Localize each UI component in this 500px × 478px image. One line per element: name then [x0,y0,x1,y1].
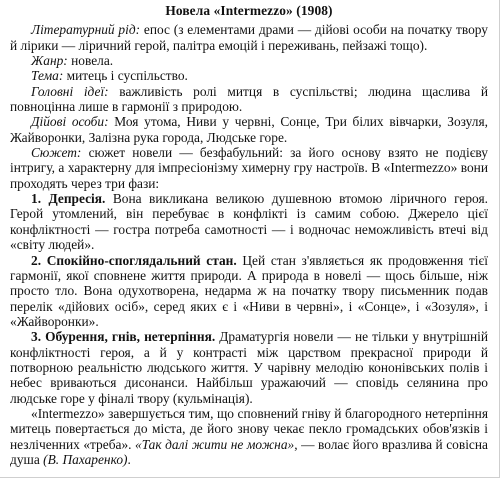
conclusion-text-main: «Intermezzo» завершується тим, що сповнений гніву й благородного нетерпіння митець повертається до міста, де його знову чекає пекло громадських обов'язків і незліченних «треба». [10,405,488,452]
phase2-heading: 2. Спокійно-споглядальний стан. [31,252,237,268]
ideas-label: Головні ідеї: [31,83,109,99]
tema-text: митець і суспільство. [63,68,188,84]
phase2-paragraph [10,253,488,330]
tema-label: Тема: [31,68,64,84]
phase1-text: Вона викликана великою душевною втомою ліричного героя. Герой утомлений, він перебуває в конфлікті із самим собою. Джерело цієї конфліктності — гостра потреба самотності — і водночас неможливість втечі від «світу людей». [10,191,488,253]
tema-paragraph [10,68,488,83]
page-title: Новела «Intermezzo» (1908) [165,3,333,18]
phase1-heading: 1. Депресія. [31,191,106,207]
phase3-heading: 3. Обурення, гнів, нетерпіння. [31,329,216,345]
document-content [10,3,488,467]
phase3-text: Драматургія новели — не тільки у внутрішній конфліктності героя, а й у контрасті між царством прекрасної природи й потворною реальністю людського життя. У чарівну мелодію кононівських полів і небес вриваються дисонанси. Найбільш уражаючий — сповідь селянина про людське горе у фіналі твору (кульмінація). [10,329,488,406]
phase3-paragraph [10,329,488,406]
genre-text: епос (з елементами драми — дійові особи на початку твору й лірики — ліричний герой, палітра емоцій і переживань, пейзажі тощо). [10,22,489,53]
conclusion-quote: «Так далі жити не можна» [135,436,295,452]
ideas-paragraph [10,84,488,115]
conclusion-text-after: , — волає його вразлива й совісна душа [10,436,488,467]
genre-label: Літературний рід: [31,22,141,38]
zhanr-text: новела. [67,53,114,69]
plot-text: сюжет новели — безфабульний: за його основу взято не подієву інтригу, а характерну для імпресіонізму химерну гру настроїв. В «Intermezzo» вони проходять через три фази: [10,145,488,191]
zhanr-paragraph [10,53,488,68]
characters-paragraph [10,114,488,145]
characters-label: Дійові особи: [31,114,109,130]
genre-paragraph [10,22,488,53]
ideas-text: важливість ролі митця в суспільстві; людина щаслива й повноцінна лише в гармонії з природою. [10,83,488,115]
plot-label: Сюжет: [31,145,82,161]
phase2-text: Цей стан з'являється як продовження тієї гармонії, якої сповнене життя природи. А природа в новелі — щось більше, ніж просто тло. Вона одухотворена, недарма ж на початку твору письменник подав перелік «дійових осіб», серед яких є і «Ниви в червні», і «Сонце», і «Зозуля», і «Жайворонки». [10,252,488,329]
zhanr-label: Жанр: [31,53,68,69]
conclusion-paragraph [10,406,488,467]
conclusion-author: (В. Пахаренко) [43,451,128,467]
conclusion-end: . [127,451,131,467]
phase1-paragraph [10,191,488,252]
plot-paragraph [10,145,488,191]
characters-text: Моя утома, Ниви у червні, Сонце, Три білих вівчарки, Зозуля, Жайворонки, Залізна рука города, Людське горе. [10,114,488,145]
